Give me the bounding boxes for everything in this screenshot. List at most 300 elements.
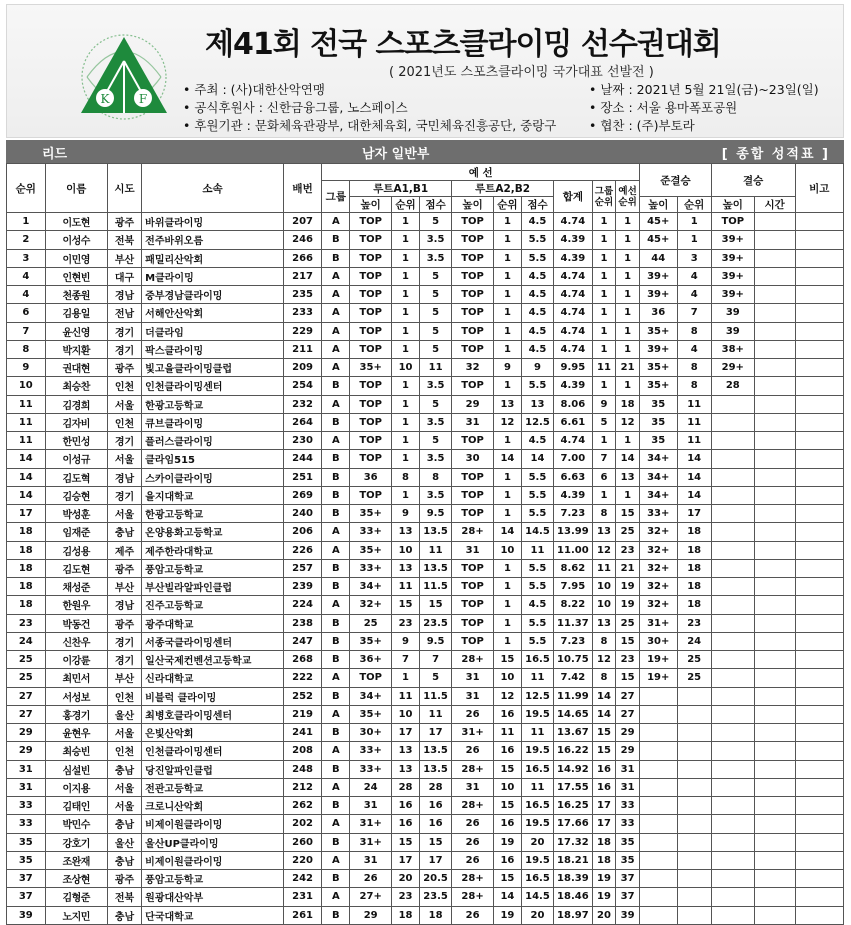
cell-final-height (711, 523, 754, 541)
cell-note (795, 906, 843, 924)
cell-r2-height: 26 (452, 906, 494, 924)
cell-rank: 4 (7, 286, 46, 304)
cell-region: 경남 (107, 596, 141, 614)
cell-r1-points: 11.5 (419, 687, 451, 705)
cell-region: 충남 (107, 851, 141, 869)
cell-total: 18.46 (554, 888, 593, 906)
logo-letter-k: K (100, 92, 110, 106)
cell-group-rank: 13 (592, 523, 616, 541)
cell-r2-place: 10 (493, 541, 521, 559)
cell-final-time (754, 249, 795, 267)
cell-final-height (711, 486, 754, 504)
cell-r2-place: 1 (493, 559, 521, 577)
sponsorship-line: • 협찬 : (주)부토라 (589, 117, 819, 135)
col-r1-height: 높이 (350, 197, 392, 213)
cell-r1-points: 5 (419, 322, 451, 340)
cell-name: 임재준 (45, 523, 107, 541)
cell-group-rank: 10 (592, 578, 616, 596)
cell-final-time (754, 559, 795, 577)
cell-semi-height: 35 (639, 395, 677, 413)
cell-group-rank: 1 (592, 304, 616, 322)
cell-group: A (322, 705, 350, 723)
cell-r1-points: 13.5 (419, 760, 451, 778)
cell-semi-rank (677, 833, 711, 851)
col-rank: 순위 (7, 164, 46, 213)
cell-rank: 11 (7, 413, 46, 431)
cell-affiliation: 비블럭 클라이밍 (142, 687, 284, 705)
cell-total: 10.75 (554, 651, 593, 669)
cell-semi-height: 32+ (639, 523, 677, 541)
cell-qual-rank: 19 (616, 596, 640, 614)
cell-r1-points: 5 (419, 267, 451, 285)
cell-r2-place: 1 (493, 505, 521, 523)
cell-r1-points: 16 (419, 815, 451, 833)
cell-semi-height: 32+ (639, 559, 677, 577)
cell-qual-rank: 35 (616, 833, 640, 851)
cell-rank: 37 (7, 888, 46, 906)
cell-affiliation: 크로니산악회 (142, 797, 284, 815)
cell-r2-height: 26 (452, 705, 494, 723)
cell-semi-height (639, 870, 677, 888)
cell-final-height (711, 505, 754, 523)
cell-semi-rank: 11 (677, 413, 711, 431)
cell-r1-points: 15 (419, 833, 451, 851)
cell-affiliation: 인천클라이밍센터 (142, 742, 284, 760)
cell-semi-rank (677, 724, 711, 742)
cell-final-time (754, 340, 795, 358)
cell-r2-height: 31+ (452, 724, 494, 742)
cell-semi-height: 35 (639, 413, 677, 431)
cell-affiliation: 전주바위오름 (142, 231, 284, 249)
cell-r1-points: 13.5 (419, 742, 451, 760)
cell-r1-place: 16 (392, 815, 420, 833)
cell-group: A (322, 322, 350, 340)
cell-bib: 252 (283, 687, 322, 705)
cell-note (795, 541, 843, 559)
cell-semi-rank: 8 (677, 322, 711, 340)
cell-group-rank: 1 (592, 486, 616, 504)
cell-rank: 31 (7, 760, 46, 778)
cell-name: 김태인 (45, 797, 107, 815)
cell-r2-place: 1 (493, 322, 521, 340)
cell-semi-height: 39+ (639, 286, 677, 304)
table-row (7, 432, 844, 450)
cell-r1-points: 5 (419, 213, 451, 231)
cell-group-rank: 12 (592, 651, 616, 669)
cell-affiliation: 울산UP클라이밍 (142, 833, 284, 851)
cell-qual-rank: 35 (616, 851, 640, 869)
cell-group-rank: 1 (592, 322, 616, 340)
cell-group-rank: 11 (592, 359, 616, 377)
cell-bib: 224 (283, 596, 322, 614)
cell-total: 18.97 (554, 906, 593, 924)
cell-rank: 23 (7, 614, 46, 632)
cell-bib: 206 (283, 523, 322, 541)
cell-name: 박지환 (45, 340, 107, 358)
cell-r2-height: 26 (452, 833, 494, 851)
cell-r2-points: 16.5 (521, 760, 553, 778)
cell-final-height (711, 833, 754, 851)
table-row (7, 760, 844, 778)
cell-r1-points: 11 (419, 541, 451, 559)
cell-bib: 207 (283, 213, 322, 231)
cell-region: 충남 (107, 906, 141, 924)
cell-note (795, 359, 843, 377)
federation-logo-icon (75, 31, 173, 123)
venue-line: • 장소 : 서울 용마폭포공원 (589, 99, 819, 117)
col-qualification: 예 선 (322, 164, 640, 181)
cell-affiliation: 원광대산악부 (142, 888, 284, 906)
cell-affiliation: 플러스클라이밍 (142, 432, 284, 450)
cell-r2-place: 13 (493, 395, 521, 413)
cell-group: A (322, 778, 350, 796)
cell-r2-height: 29 (452, 395, 494, 413)
cell-r2-points: 12.5 (521, 413, 553, 431)
cell-r1-points: 5 (419, 286, 451, 304)
cell-final-time (754, 231, 795, 249)
cell-semi-height: 45+ (639, 213, 677, 231)
cell-r1-points: 5 (419, 395, 451, 413)
cell-bib: 246 (283, 231, 322, 249)
cell-r2-height: 31 (452, 687, 494, 705)
cell-qual-rank: 13 (616, 468, 640, 486)
cell-r1-height: 35+ (350, 505, 392, 523)
cell-semi-rank: 8 (677, 377, 711, 395)
cell-r1-place: 1 (392, 249, 420, 267)
cell-rank: 11 (7, 432, 46, 450)
cell-final-time (754, 651, 795, 669)
cell-note (795, 249, 843, 267)
cell-final-height (711, 724, 754, 742)
cell-group: B (322, 559, 350, 577)
cell-r1-height: 31+ (350, 815, 392, 833)
cell-r2-place: 1 (493, 632, 521, 650)
cell-r1-place: 18 (392, 906, 420, 924)
cell-total: 9.95 (554, 359, 593, 377)
cell-qual-rank: 21 (616, 559, 640, 577)
cell-semi-rank (677, 742, 711, 760)
cell-group-rank: 5 (592, 413, 616, 431)
cell-region: 경기 (107, 651, 141, 669)
cell-r2-height: 26 (452, 742, 494, 760)
cell-r1-points: 17 (419, 724, 451, 742)
cell-r2-height: 26 (452, 815, 494, 833)
cell-region: 인천 (107, 413, 141, 431)
cell-r2-place: 15 (493, 651, 521, 669)
cell-r2-points: 5.5 (521, 377, 553, 395)
cell-r2-place: 15 (493, 797, 521, 815)
cell-note (795, 486, 843, 504)
cell-final-time (754, 505, 795, 523)
cell-r1-height: TOP (350, 432, 392, 450)
cell-group: B (322, 505, 350, 523)
table-header (7, 164, 844, 213)
cell-bib: 269 (283, 486, 322, 504)
cell-total: 18.21 (554, 851, 593, 869)
cell-final-height (711, 413, 754, 431)
cell-affiliation: 부산빌라알파인클럽 (142, 578, 284, 596)
cell-final-height (711, 596, 754, 614)
cell-r1-place: 28 (392, 778, 420, 796)
cell-r2-place: 1 (493, 267, 521, 285)
cell-r1-points: 13.5 (419, 523, 451, 541)
sheet-label: [ 종합 성적표 ] (721, 147, 830, 162)
cell-total: 4.74 (554, 267, 593, 285)
cell-bib: 241 (283, 724, 322, 742)
cell-final-height: 39+ (711, 231, 754, 249)
cell-r1-place: 1 (392, 304, 420, 322)
cell-rank: 7 (7, 322, 46, 340)
cell-r1-place: 13 (392, 760, 420, 778)
cell-group: A (322, 395, 350, 413)
cell-note (795, 596, 843, 614)
cell-r1-height: TOP (350, 669, 392, 687)
cell-bib: 211 (283, 340, 322, 358)
cell-total: 18.39 (554, 870, 593, 888)
cell-r2-height: 26 (452, 851, 494, 869)
cell-semi-height: 32+ (639, 578, 677, 596)
cell-final-time (754, 413, 795, 431)
table-row (7, 468, 844, 486)
cell-name: 최승찬 (45, 377, 107, 395)
cell-semi-rank: 3 (677, 249, 711, 267)
cell-semi-height: 35 (639, 432, 677, 450)
cell-final-time (754, 468, 795, 486)
cell-semi-height: 39+ (639, 267, 677, 285)
cell-final-time (754, 669, 795, 687)
cell-r2-height: TOP (452, 632, 494, 650)
cell-group: B (322, 797, 350, 815)
cell-group-rank: 16 (592, 760, 616, 778)
col-qual-rank: 예선순위 (616, 181, 640, 213)
cell-qual-rank: 29 (616, 724, 640, 742)
cell-group: B (322, 486, 350, 504)
cell-final-height: 29+ (711, 359, 754, 377)
cell-r2-points: 19.5 (521, 815, 553, 833)
cell-semi-rank (677, 760, 711, 778)
table-row (7, 632, 844, 650)
cell-r2-points: 5.5 (521, 486, 553, 504)
cell-r1-height: TOP (350, 231, 392, 249)
cell-semi-height: 35+ (639, 377, 677, 395)
cell-final-height (711, 669, 754, 687)
cell-group: B (322, 833, 350, 851)
cell-final-height: 39+ (711, 267, 754, 285)
cell-final-time (754, 632, 795, 650)
cell-group-rank: 9 (592, 395, 616, 413)
cell-note (795, 432, 843, 450)
cell-total: 7.42 (554, 669, 593, 687)
cell-region: 서울 (107, 450, 141, 468)
cell-qual-rank: 1 (616, 231, 640, 249)
cell-bib: 248 (283, 760, 322, 778)
cell-group: A (322, 815, 350, 833)
cell-total: 4.74 (554, 322, 593, 340)
cell-group: B (322, 760, 350, 778)
cell-region: 부산 (107, 669, 141, 687)
cell-r1-place: 10 (392, 359, 420, 377)
cell-r1-place: 23 (392, 888, 420, 906)
cell-note (795, 870, 843, 888)
cell-r1-place: 13 (392, 523, 420, 541)
cell-group: B (322, 450, 350, 468)
cell-affiliation: 바위클라이밍 (142, 213, 284, 231)
cell-r2-height: 28+ (452, 523, 494, 541)
cell-group: B (322, 632, 350, 650)
cell-semi-rank (677, 778, 711, 796)
cell-note (795, 304, 843, 322)
cell-region: 광주 (107, 359, 141, 377)
cell-affiliation: 패밀리산악회 (142, 249, 284, 267)
cell-name: 이성규 (45, 450, 107, 468)
cell-r2-height: TOP (452, 432, 494, 450)
cell-rank: 3 (7, 249, 46, 267)
cell-bib: 261 (283, 906, 322, 924)
cell-r1-height: 35+ (350, 541, 392, 559)
cell-r2-height: TOP (452, 231, 494, 249)
cell-semi-height: 33+ (639, 505, 677, 523)
col-final-height: 높이 (711, 197, 754, 213)
cell-r1-place: 1 (392, 413, 420, 431)
cell-name: 신찬우 (45, 632, 107, 650)
cell-total: 7.00 (554, 450, 593, 468)
cell-r1-height: 24 (350, 778, 392, 796)
cell-bib: 208 (283, 742, 322, 760)
cell-final-height: TOP (711, 213, 754, 231)
cell-r2-height: TOP (452, 340, 494, 358)
cell-final-height (711, 742, 754, 760)
cell-affiliation: 단국대학교 (142, 906, 284, 924)
cell-r2-points: 4.5 (521, 322, 553, 340)
cell-total: 8.62 (554, 559, 593, 577)
cell-bib: 220 (283, 851, 322, 869)
cell-r1-height: TOP (350, 377, 392, 395)
cell-rank: 25 (7, 651, 46, 669)
header-banner (6, 4, 844, 138)
cell-group-rank: 1 (592, 267, 616, 285)
cell-group-rank: 19 (592, 870, 616, 888)
cell-semi-rank: 11 (677, 395, 711, 413)
cell-r2-points: 4.5 (521, 340, 553, 358)
cell-r1-place: 1 (392, 322, 420, 340)
cell-qual-rank: 23 (616, 651, 640, 669)
cell-r1-height: TOP (350, 267, 392, 285)
col-bib: 배번 (283, 164, 322, 213)
cell-r2-place: 9 (493, 359, 521, 377)
cell-semi-rank (677, 687, 711, 705)
cell-qual-rank: 1 (616, 322, 640, 340)
cell-total: 17.32 (554, 833, 593, 851)
cell-qual-rank: 1 (616, 432, 640, 450)
cell-r2-place: 12 (493, 687, 521, 705)
cell-total: 16.22 (554, 742, 593, 760)
col-route1: 루트A1,B1 (350, 181, 452, 197)
cell-total: 4.74 (554, 286, 593, 304)
table-row (7, 815, 844, 833)
cell-total: 14.65 (554, 705, 593, 723)
cell-r2-place: 1 (493, 432, 521, 450)
cell-region: 광주 (107, 559, 141, 577)
cell-note (795, 778, 843, 796)
cell-region: 충남 (107, 523, 141, 541)
cell-semi-rank: 18 (677, 541, 711, 559)
cell-r2-place: 1 (493, 340, 521, 358)
cell-final-time (754, 833, 795, 851)
cell-semi-rank: 18 (677, 596, 711, 614)
cell-final-height (711, 815, 754, 833)
cell-bib: 254 (283, 377, 322, 395)
cell-name: 김형준 (45, 888, 107, 906)
cell-r2-height: 31 (452, 778, 494, 796)
cell-r2-height: TOP (452, 286, 494, 304)
cell-rank: 14 (7, 468, 46, 486)
cell-rank: 17 (7, 505, 46, 523)
cell-semi-rank: 14 (677, 468, 711, 486)
cell-total: 8.06 (554, 395, 593, 413)
cell-r1-height: TOP (350, 450, 392, 468)
cell-qual-rank: 37 (616, 870, 640, 888)
cell-group-rank: 17 (592, 815, 616, 833)
cell-semi-height: 32+ (639, 541, 677, 559)
cell-r1-place: 11 (392, 578, 420, 596)
cell-r2-height: 28+ (452, 651, 494, 669)
cell-semi-height (639, 906, 677, 924)
cell-rank: 37 (7, 870, 46, 888)
cell-name: 최민서 (45, 669, 107, 687)
cell-final-time (754, 541, 795, 559)
cell-note (795, 286, 843, 304)
cell-r1-points: 20.5 (419, 870, 451, 888)
cell-total: 4.39 (554, 486, 593, 504)
cell-r1-height: 30+ (350, 724, 392, 742)
cell-qual-rank: 29 (616, 742, 640, 760)
cell-r1-place: 23 (392, 614, 420, 632)
cell-region: 충남 (107, 760, 141, 778)
col-total: 합계 (554, 181, 593, 213)
cell-bib: 242 (283, 870, 322, 888)
cell-total: 17.66 (554, 815, 593, 833)
cell-rank: 24 (7, 632, 46, 650)
cell-group: A (322, 523, 350, 541)
cell-r2-place: 1 (493, 578, 521, 596)
cell-semi-rank: 18 (677, 578, 711, 596)
cell-group-rank: 15 (592, 724, 616, 742)
cell-r2-points: 4.5 (521, 267, 553, 285)
cell-total: 7.95 (554, 578, 593, 596)
cell-rank: 29 (7, 724, 46, 742)
cell-bib: 235 (283, 286, 322, 304)
cell-note (795, 468, 843, 486)
cell-rank: 33 (7, 797, 46, 815)
cell-semi-rank (677, 851, 711, 869)
cell-affiliation: 빛고을클라이밍클럽 (142, 359, 284, 377)
cell-final-time (754, 286, 795, 304)
cell-r1-place: 10 (392, 705, 420, 723)
cell-note (795, 395, 843, 413)
cell-region: 경기 (107, 322, 141, 340)
cell-affiliation: 서종국클라이밍센터 (142, 632, 284, 650)
cell-final-height (711, 578, 754, 596)
cell-region: 서울 (107, 395, 141, 413)
cell-qual-rank: 19 (616, 578, 640, 596)
cell-bib: 238 (283, 614, 322, 632)
cell-r2-height: 31 (452, 541, 494, 559)
cell-total: 16.25 (554, 797, 593, 815)
cell-name: 김도현 (45, 559, 107, 577)
cell-note (795, 705, 843, 723)
cell-semi-height (639, 705, 677, 723)
cell-final-time (754, 322, 795, 340)
